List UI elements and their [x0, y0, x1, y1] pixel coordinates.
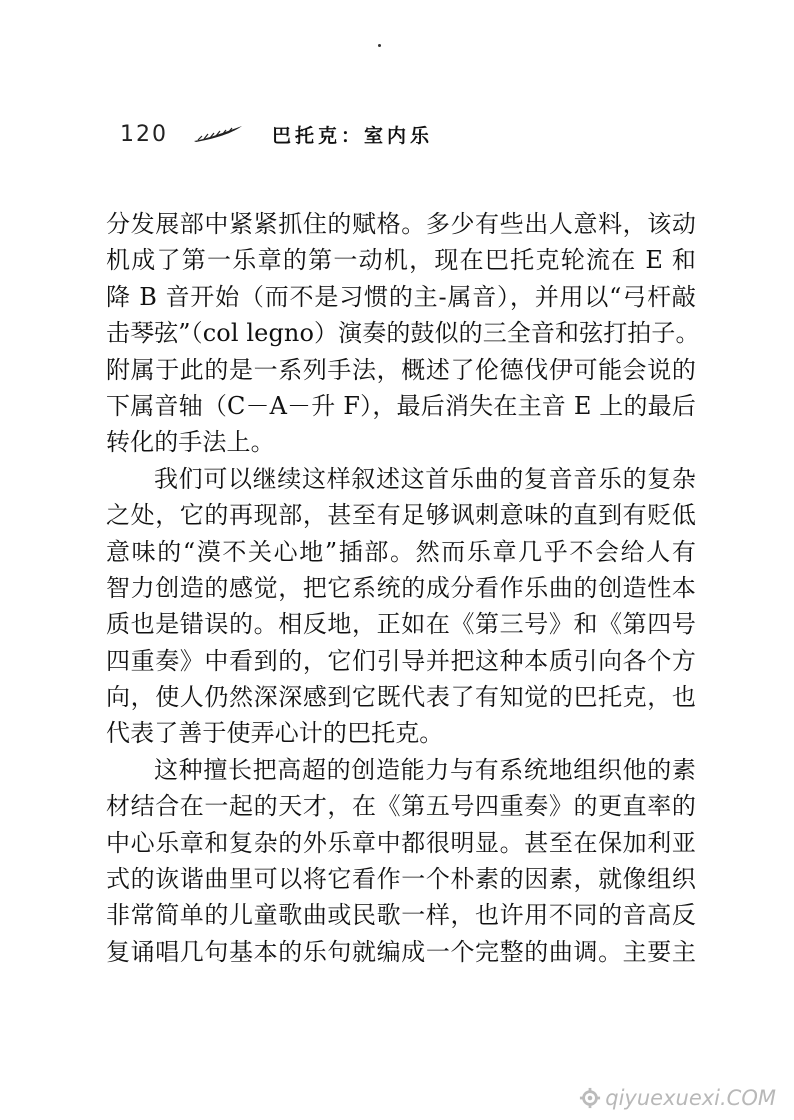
quill-ornament-icon	[192, 124, 244, 144]
site-watermark	[579, 1086, 776, 1110]
text-line: 代表了善于使弄心计的巴托克。	[106, 719, 444, 748]
text-line: 复诵唱几句基本的乐句就编成一个完整的曲调。主要主	[106, 937, 696, 966]
text-line: 附属于此的是一系列手法，概述了伦德伐伊可能会说的	[106, 355, 696, 384]
text-line: 之处，它的再现部，甚至有足够讽刺意味的直到有贬低	[106, 501, 696, 530]
text-line: 式的诙谐曲里可以将它看作一个朴素的因素，就像组织	[106, 865, 696, 894]
text-line: 击琴弦”（col legno）演奏的鼓似的三全音和弦打拍子。	[106, 319, 700, 348]
watermark-text: qiyuexuexi.COM	[605, 1086, 776, 1110]
text-line: 转化的手法上。	[106, 428, 275, 457]
text-line: 分发展部中紧紧抓住的赋格。多少有些出人意料，该动	[106, 210, 696, 238]
paragraph-3	[106, 752, 696, 970]
running-title: 巴托克：室内乐	[272, 124, 434, 147]
scan-speck	[378, 44, 381, 47]
page-number: 120	[120, 121, 168, 147]
text-line: 下属音轴（C－A－升 F），最后消失在主音 E 上的最后	[106, 391, 696, 420]
paragraph-1	[106, 206, 700, 461]
text-line: 我们可以继续这样叙述这首乐曲的复音音乐的复杂	[154, 464, 696, 493]
page-header	[120, 114, 433, 154]
text-line: 降 B 音开始（而不是习惯的主-属音），并用以“弓杆敲	[106, 282, 696, 311]
paragraph-2	[106, 461, 696, 752]
text-line: 材结合在一起的天才，在《第五号四重奏》的更直率的	[106, 792, 696, 821]
body-text	[106, 206, 700, 970]
text-line: 智力创造的感觉，把它系统的成分看作乐曲的创造性本	[106, 573, 696, 602]
gear-icon	[579, 1087, 601, 1109]
text-line: 机成了第一乐章的第一动机，现在巴托克轮流在 E 和	[106, 246, 696, 275]
text-line: 非常简单的儿童歌曲或民歌一样，也许用不同的音高反	[106, 901, 696, 930]
text-line: 四重奏》中看到的，它们引导并把这种本质引向各个方	[106, 646, 696, 675]
text-line: 意味的“漠不关心地”插部。然而乐章几乎不会给人有	[106, 537, 696, 566]
text-line: 中心乐章和复杂的外乐章中都很明显。甚至在保加利亚	[106, 828, 696, 857]
text-line: 这种擅长把高超的创造能力与有系统地组织他的素	[154, 755, 696, 784]
text-line: 向，使人仍然深深感到它既代表了有知觉的巴托克，也	[106, 683, 696, 712]
text-line: 质也是错误的。相反地，正如在《第三号》和《第四号	[106, 610, 696, 639]
